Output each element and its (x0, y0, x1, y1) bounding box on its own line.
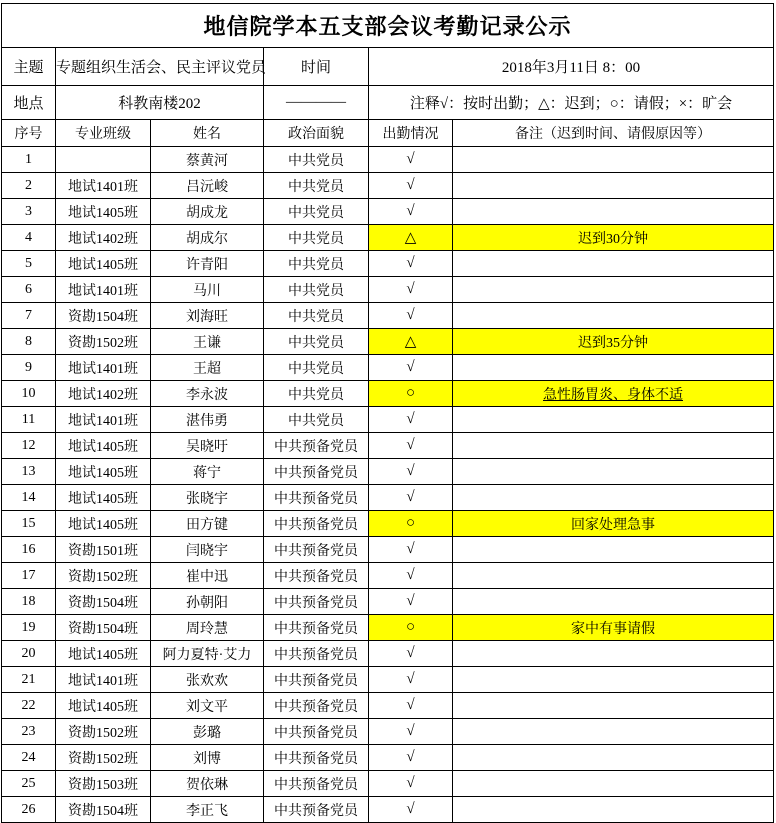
table-row (2, 667, 774, 693)
cell-name: 贺依琳 (151, 771, 264, 797)
cell-name: 湛伟勇 (151, 407, 264, 433)
cell-no: 13 (2, 459, 56, 485)
cell-class: 资勘1504班 (56, 615, 151, 641)
table-row (2, 459, 774, 485)
cell-affiliation: 中共党员 (264, 355, 369, 381)
subject-label: 主题 (2, 48, 56, 86)
cell-attendance: √ (369, 641, 453, 667)
table-row (2, 329, 774, 355)
cell-note: 急性肠胃炎、身体不适 (453, 381, 774, 407)
cell-attendance: √ (369, 667, 453, 693)
table-row (2, 173, 774, 199)
cell-no: 22 (2, 693, 56, 719)
cell-affiliation: 中共党员 (264, 381, 369, 407)
cell-class: 资勘1504班 (56, 797, 151, 823)
cell-class: 资勘1502班 (56, 745, 151, 771)
cell-affiliation: 中共预备党员 (264, 485, 369, 511)
cell-affiliation: 中共预备党员 (264, 693, 369, 719)
cell-affiliation: 中共党员 (264, 173, 369, 199)
cell-affiliation: 中共党员 (264, 147, 369, 173)
cell-name: 刘博 (151, 745, 264, 771)
cell-affiliation: 中共预备党员 (264, 563, 369, 589)
cell-name: 李永波 (151, 381, 264, 407)
location-label: 地点 (2, 86, 56, 120)
table-row (2, 641, 774, 667)
cell-attendance: √ (369, 277, 453, 303)
cell-attendance: √ (369, 251, 453, 277)
table-row (2, 537, 774, 563)
cell-affiliation: 中共预备党员 (264, 511, 369, 537)
cell-attendance: ○ (369, 615, 453, 641)
attendance-table (1, 3, 774, 823)
cell-attendance: √ (369, 459, 453, 485)
cell-no: 8 (2, 329, 56, 355)
table-row (2, 303, 774, 329)
cell-name: 张欢欢 (151, 667, 264, 693)
table-row (2, 485, 774, 511)
cell-class: 地试1402班 (56, 225, 151, 251)
cell-no: 18 (2, 589, 56, 615)
cell-attendance: √ (369, 173, 453, 199)
cell-no: 9 (2, 355, 56, 381)
cell-note (453, 797, 774, 823)
cell-attendance: ○ (369, 511, 453, 537)
cell-affiliation: 中共预备党员 (264, 719, 369, 745)
table-row (2, 147, 774, 173)
cell-no: 19 (2, 615, 56, 641)
cell-note (453, 667, 774, 693)
cell-note (453, 589, 774, 615)
cell-no: 11 (2, 407, 56, 433)
column-header-row (2, 120, 774, 147)
cell-attendance: △ (369, 225, 453, 251)
cell-no: 26 (2, 797, 56, 823)
cell-class: 地试1401班 (56, 407, 151, 433)
cell-name: 许青阳 (151, 251, 264, 277)
table-row (2, 563, 774, 589)
cell-attendance: √ (369, 797, 453, 823)
cell-note (453, 303, 774, 329)
attendance-sheet (1, 3, 774, 823)
cell-affiliation: 中共党员 (264, 251, 369, 277)
cell-no: 4 (2, 225, 56, 251)
dash-placeholder: ———— (264, 86, 369, 120)
cell-class: 地试1401班 (56, 173, 151, 199)
cell-affiliation: 中共预备党员 (264, 459, 369, 485)
cell-note (453, 641, 774, 667)
cell-class: 地试1402班 (56, 381, 151, 407)
table-row (2, 745, 774, 771)
table-row (2, 381, 774, 407)
cell-no: 5 (2, 251, 56, 277)
cell-name: 阿力夏特·艾力 (151, 641, 264, 667)
cell-attendance: √ (369, 693, 453, 719)
cell-class: 资勘1502班 (56, 329, 151, 355)
table-row (2, 407, 774, 433)
cell-attendance: √ (369, 355, 453, 381)
cell-attendance: √ (369, 485, 453, 511)
cell-note: 迟到30分钟 (453, 225, 774, 251)
table-row (2, 615, 774, 641)
cell-name: 吕沅峻 (151, 173, 264, 199)
cell-attendance: √ (369, 745, 453, 771)
cell-attendance: √ (369, 199, 453, 225)
cell-class: 地试1401班 (56, 667, 151, 693)
page-title: 地信院学本五支部会议考勤记录公示 (2, 4, 774, 48)
cell-affiliation: 中共党员 (264, 225, 369, 251)
time-label: 时间 (264, 48, 369, 86)
table-row (2, 797, 774, 823)
cell-class: 地试1401班 (56, 277, 151, 303)
cell-no: 21 (2, 667, 56, 693)
cell-name: 闫晓宇 (151, 537, 264, 563)
cell-attendance: √ (369, 537, 453, 563)
cell-class: 资勘1502班 (56, 563, 151, 589)
col-header-class: 专业班级 (56, 120, 151, 147)
cell-affiliation: 中共预备党员 (264, 537, 369, 563)
cell-name: 胡成龙 (151, 199, 264, 225)
cell-affiliation: 中共党员 (264, 303, 369, 329)
cell-note (453, 251, 774, 277)
cell-class: 资勘1501班 (56, 537, 151, 563)
cell-class: 地试1405班 (56, 641, 151, 667)
cell-note (453, 719, 774, 745)
cell-attendance: √ (369, 433, 453, 459)
cell-name: 孙朝阳 (151, 589, 264, 615)
cell-attendance: √ (369, 407, 453, 433)
cell-note (453, 277, 774, 303)
cell-affiliation: 中共预备党员 (264, 589, 369, 615)
cell-name: 李正飞 (151, 797, 264, 823)
cell-name: 马川 (151, 277, 264, 303)
table-row (2, 225, 774, 251)
cell-no: 14 (2, 485, 56, 511)
cell-attendance: √ (369, 771, 453, 797)
cell-name: 王超 (151, 355, 264, 381)
cell-no: 24 (2, 745, 56, 771)
cell-no: 3 (2, 199, 56, 225)
cell-no: 16 (2, 537, 56, 563)
cell-class: 资勘1503班 (56, 771, 151, 797)
cell-no: 23 (2, 719, 56, 745)
cell-note (453, 433, 774, 459)
time-value: 2018年3月11日 8：00 (369, 48, 774, 86)
cell-note (453, 407, 774, 433)
cell-note (453, 563, 774, 589)
cell-attendance: √ (369, 563, 453, 589)
cell-note (453, 173, 774, 199)
legend-text: 注释√：按时出勤；△：迟到；○：请假；×：旷会 (369, 86, 774, 120)
cell-class: 地试1405班 (56, 199, 151, 225)
table-row (2, 589, 774, 615)
cell-class: 地试1405班 (56, 511, 151, 537)
cell-name: 蔡黄河 (151, 147, 264, 173)
cell-name: 王谦 (151, 329, 264, 355)
cell-class: 地试1405班 (56, 459, 151, 485)
cell-class: 地试1405班 (56, 693, 151, 719)
cell-name: 张晓宇 (151, 485, 264, 511)
cell-affiliation: 中共预备党员 (264, 771, 369, 797)
cell-affiliation: 中共党员 (264, 329, 369, 355)
cell-class: 地试1405班 (56, 251, 151, 277)
cell-affiliation: 中共预备党员 (264, 615, 369, 641)
title-row (2, 4, 774, 48)
cell-name: 刘文平 (151, 693, 264, 719)
cell-affiliation: 中共党员 (264, 277, 369, 303)
cell-affiliation: 中共党员 (264, 199, 369, 225)
cell-affiliation: 中共预备党员 (264, 641, 369, 667)
cell-affiliation: 中共预备党员 (264, 667, 369, 693)
table-row (2, 511, 774, 537)
cell-attendance: ○ (369, 381, 453, 407)
cell-attendance: √ (369, 147, 453, 173)
table-row (2, 693, 774, 719)
cell-attendance: √ (369, 589, 453, 615)
cell-name: 胡成尔 (151, 225, 264, 251)
location-value: 科教南楼202 (56, 86, 264, 120)
cell-affiliation: 中共预备党员 (264, 745, 369, 771)
table-row (2, 277, 774, 303)
cell-name: 吴晓吁 (151, 433, 264, 459)
cell-no: 7 (2, 303, 56, 329)
cell-attendance: △ (369, 329, 453, 355)
cell-name: 彭璐 (151, 719, 264, 745)
table-row (2, 719, 774, 745)
cell-note (453, 147, 774, 173)
cell-note (453, 745, 774, 771)
cell-class: 地试1405班 (56, 433, 151, 459)
col-header-attendance: 出勤情况 (369, 120, 453, 147)
cell-affiliation: 中共预备党员 (264, 433, 369, 459)
cell-note (453, 199, 774, 225)
table-row (2, 251, 774, 277)
cell-attendance: √ (369, 303, 453, 329)
cell-class (56, 147, 151, 173)
cell-note (453, 355, 774, 381)
cell-class: 资勘1502班 (56, 719, 151, 745)
table-row (2, 433, 774, 459)
cell-name: 周玲慧 (151, 615, 264, 641)
cell-affiliation: 中共预备党员 (264, 797, 369, 823)
attendance-rows (2, 147, 774, 823)
cell-class: 地试1405班 (56, 485, 151, 511)
cell-note: 回家处理急事 (453, 511, 774, 537)
cell-no: 1 (2, 147, 56, 173)
col-header-note: 备注（迟到时间、请假原因等） (453, 120, 774, 147)
cell-name: 刘海旺 (151, 303, 264, 329)
cell-name: 田方键 (151, 511, 264, 537)
cell-no: 25 (2, 771, 56, 797)
cell-name: 崔中迅 (151, 563, 264, 589)
cell-note: 家中有事请假 (453, 615, 774, 641)
cell-class: 地试1401班 (56, 355, 151, 381)
cell-class: 资勘1504班 (56, 303, 151, 329)
table-row (2, 771, 774, 797)
col-header-no: 序号 (2, 120, 56, 147)
cell-class: 资勘1504班 (56, 589, 151, 615)
cell-note (453, 537, 774, 563)
subject-time-row (2, 48, 774, 86)
table-row (2, 199, 774, 225)
cell-note: 迟到35分钟 (453, 329, 774, 355)
cell-no: 6 (2, 277, 56, 303)
cell-no: 15 (2, 511, 56, 537)
cell-note (453, 459, 774, 485)
col-header-affiliation: 政治面貌 (264, 120, 369, 147)
subject-value: 专题组织生活会、民主评议党员 (56, 48, 264, 86)
cell-attendance: √ (369, 719, 453, 745)
cell-affiliation: 中共党员 (264, 407, 369, 433)
cell-no: 10 (2, 381, 56, 407)
cell-note (453, 485, 774, 511)
cell-note (453, 771, 774, 797)
table-row (2, 355, 774, 381)
col-header-name: 姓名 (151, 120, 264, 147)
cell-no: 12 (2, 433, 56, 459)
cell-name: 蒋宁 (151, 459, 264, 485)
location-legend-row (2, 86, 774, 120)
cell-note (453, 693, 774, 719)
cell-no: 20 (2, 641, 56, 667)
cell-no: 17 (2, 563, 56, 589)
cell-no: 2 (2, 173, 56, 199)
